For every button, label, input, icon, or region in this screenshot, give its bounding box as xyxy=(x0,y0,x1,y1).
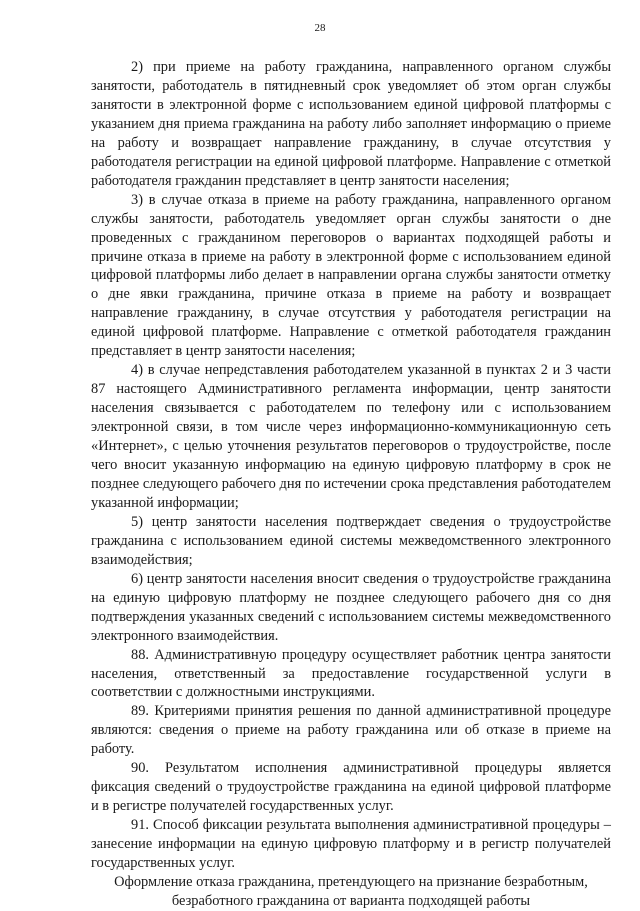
page-number: 28 xyxy=(314,22,326,34)
section-heading xyxy=(81,873,621,911)
paragraph-item-4: 4) в случае непредставления работодателем указанной в пунктах 2 и 3 части 87 настоящего Административного регламента информации, центр занятости населения связывается с работодателем по телефону или с использованием электронной связи, в том числе через информационно-коммуникационную сеть «Интернет», с целью уточнения результатов переговоров о трудоустройстве, после чего вносит указанную информацию на единую цифровую платформу в срок не позднее следующего рабочего дня по истечении срока представления работодателем указанной информации; xyxy=(91,362,611,511)
paragraph-item-5: 5) центр занятости населения подтверждает сведения о трудоустройстве гражданина с использованием единой системы межведомственного электронного взаимодействия; xyxy=(91,513,611,568)
paragraph-88: 88. Административную процедуру осуществляет работник центра занятости населения, ответственный за предоставление государственной услуги в соответствии с должностными инструкциями. xyxy=(91,646,611,701)
paragraph-91: 91. Способ фиксации результата выполнения административной процедуры – занесение информации на единую цифровую платформу и в регистр получателей государственных услуг. xyxy=(91,817,611,872)
section-heading-line-2: безработного гражданина от варианта подходящей работы xyxy=(171,892,531,909)
paragraph-89: 89. Критериями принятия решения по данной административной процедуре являются: сведения о приеме на работу гражданина или об отказе в приеме на работу. xyxy=(91,703,611,758)
paragraph-90: 90. Результатом исполнения административной процедуры является фиксация сведений о трудоустройстве гражданина на единой цифровой платформе и в регистре получателей государственных услуг. xyxy=(91,760,611,815)
document-body xyxy=(91,58,611,911)
paragraph-item-2: 2) при приеме на работу гражданина, направленного органом службы занятости, работодатель в пятидневный срок уведомляет об этом орган службы занятости в электронной форме с использованием единой цифровой платформы с указанием дня приема гражданина на работу либо заполняет информацию о приеме на работу и возвращает направление гражданину, в случае отсутствия у работодателя регистрации на единой цифровой платформе. Направление с отметкой работодателя гражданин представляет в центр занятости населения; xyxy=(91,59,611,189)
section-heading-line-1: Оформление отказа гражданина, претендующего на признание безработным, xyxy=(114,873,588,890)
paragraph-item-3: 3) в случае отказа в приеме на работу гражданина, направленного органом службы занятости, работодатель уведомляет орган службы занятости о дне проведенных с гражданином переговоров о вариантах подходящей работы и причине отказа в приеме на работу в электронной форме с использованием единой цифровой платформы либо делает в направлении органа службы занятости отметку о дне явки гражданина, причине отказа в приеме на работу и возвращает направление гражданину, в случае отсутствия у работодателя регистрации на единой цифровой платформе. Направление с отметкой работодателя гражданин представляет в центр занятости населения; xyxy=(91,191,611,360)
paragraph-item-6: 6) центр занятости населения вносит сведения о трудоустройстве гражданина на единую цифровую платформу не позднее следующего рабочего дня со дня подтверждения указанных сведений с использованием системы межведомственного электронного взаимодействия. xyxy=(91,570,611,644)
